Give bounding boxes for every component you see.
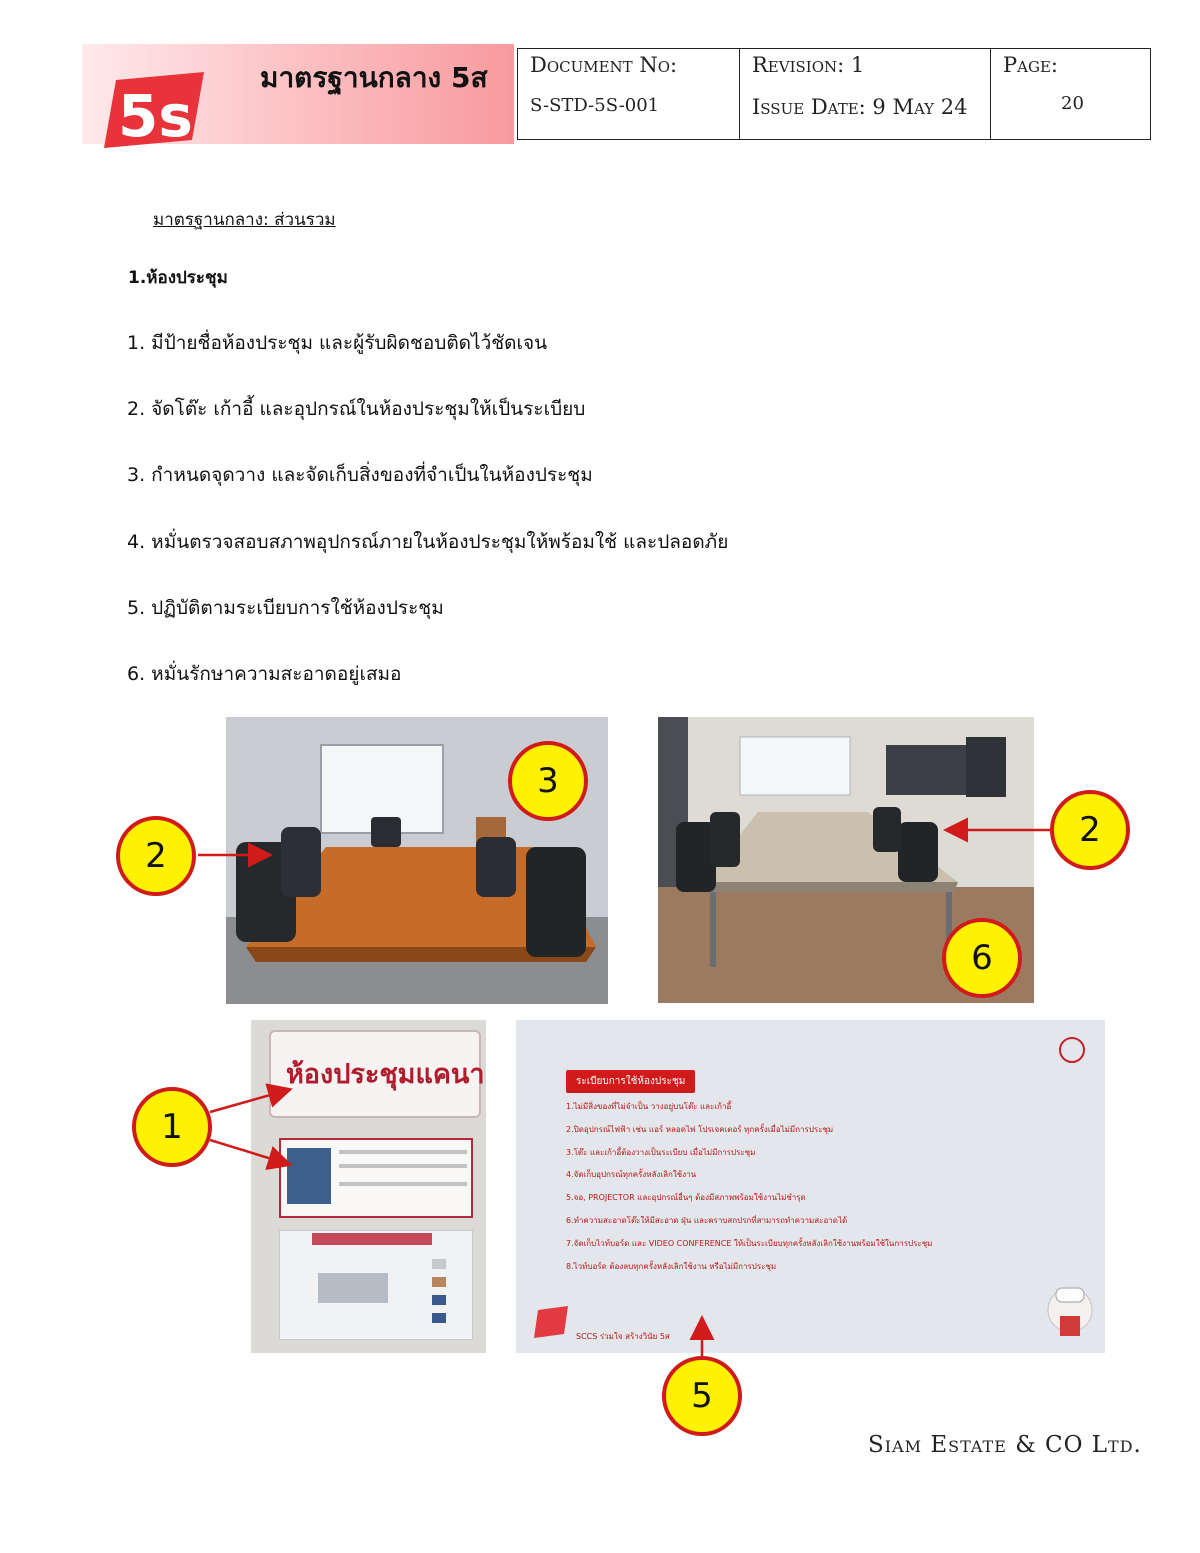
- responsible-person-card: [279, 1138, 473, 1218]
- company-footer: Siam Estate & CO Ltd.: [868, 1432, 1142, 1458]
- seating-plan: [279, 1230, 473, 1340]
- sub-title: 1.ห้องประชุม: [128, 268, 228, 288]
- rule-item: 1.ไม่มีสิ่งของที่ไม่จำเป็น วางอยู่บนโต๊ะ และเก้าอี้: [566, 1102, 732, 1111]
- rule-item: 7.จัดเก็บไวท์บอร์ด และ VIDEO CONFERENCE ให้เป็นระเบียบทุกครั้งหลังเลิกใช้งานพร้อมใช้ในการประชุม: [566, 1239, 933, 1248]
- list-item: 4. หมั่นตรวจสอบสภาพอุปกรณ์ภายในห้องประชุมให้พร้อมใช้ และปลอดภัย: [127, 531, 729, 553]
- badge-6: 6: [942, 918, 1022, 998]
- list-item: 2. จัดโต๊ะ เก้าอี้ และอุปกรณ์ในห้องประชุมให้เป็นระเบียบ: [127, 398, 586, 420]
- avatar: [287, 1148, 331, 1204]
- poster-footer: SCCS ร่วมใจ สร้างวินัย 5ส: [576, 1332, 670, 1341]
- badge-3: 3: [508, 741, 588, 821]
- doc-no-value: S-STD-5S-001: [530, 95, 660, 116]
- list-item: 6. หมั่นรักษาความสะอาดอยู่เสมอ: [127, 663, 402, 685]
- doc-no-label: Document No:: [530, 53, 678, 77]
- badge-1: 1: [132, 1087, 212, 1167]
- revision-cell: [740, 49, 991, 139]
- section-title: มาตรฐานกลาง: ส่วนรวม: [153, 210, 336, 230]
- page-label: Page:: [1003, 53, 1058, 77]
- badge-5: 5: [662, 1356, 742, 1436]
- issue-date: Issue Date: 9 May 24: [752, 95, 968, 119]
- page-number: 20: [1061, 93, 1084, 114]
- list-item: 1. มีป้ายชื่อห้องประชุม และผู้รับผิดชอบติดไว้ชัดเจน: [127, 332, 548, 354]
- svg-text:5s: 5s: [118, 82, 193, 150]
- list-item: 3. กำหนดจุดวาง และจัดเก็บสิ่งของที่จำเป็นในห้องประชุม: [127, 464, 593, 486]
- document-info-table: [517, 48, 1151, 140]
- badge-2-right: 2: [1050, 790, 1130, 870]
- 5s-logo: [96, 70, 216, 150]
- rule-item: 5.จอ, PROJECTOR และอุปกรณ์อื่นๆ ต้องมีสภาพพร้อมใช้งานไม่ชำรุด: [566, 1193, 806, 1202]
- list-item: 5. ปฏิบัติตามระเบียบการใช้ห้องประชุม: [127, 597, 444, 619]
- rule-item: 3.โต๊ะ และเก้าอี้ต้องวางเป็นระเบียบ เมื่อไม่มีการประชุม: [566, 1148, 756, 1157]
- rules-title: ระเบียบการใช้ห้องประชุม: [566, 1070, 695, 1093]
- page-cell: [991, 49, 1150, 139]
- rule-item: 2.ปิดอุปกรณ์ไฟฟ้า เช่น แอร์ หลอดไฟ โปรเจคเตอร์ ทุกครั้งเมื่อไม่มีการประชุม: [566, 1125, 834, 1134]
- revision-label: Revision: 1: [752, 53, 865, 77]
- rule-item: 6.ทำความสะอาดโต๊ะให้มีสะอาด ฝุ่น และคราบสกปรกที่สามารถทำความสะอาดได้: [566, 1216, 848, 1225]
- rule-item: 8.ไวท์บอร์ด ต้องลบทุกครั้งหลังเลิกใช้งาน หรือไม่มีการประชุม: [566, 1262, 777, 1271]
- room-name-text: ห้องประชุมแคนา: [286, 1059, 485, 1090]
- doc-no-cell: [518, 49, 740, 139]
- page-title: มาตรฐานกลาง 5ส: [260, 61, 488, 94]
- badge-2-left: 2: [116, 816, 196, 896]
- rule-item: 4.จัดเก็บอุปกรณ์ทุกครั้งหลังเลิกใช้งาน: [566, 1170, 697, 1179]
